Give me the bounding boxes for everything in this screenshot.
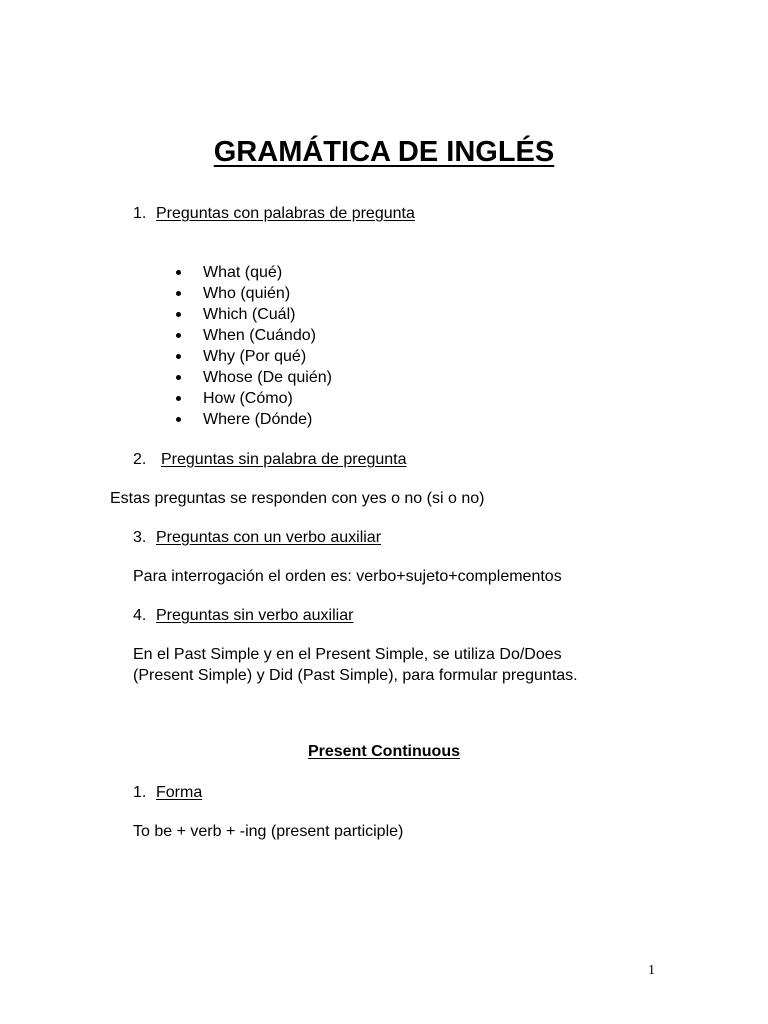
bullet-icon	[176, 333, 181, 338]
section-4-number: 4.	[133, 607, 147, 624]
bullet-icon	[176, 270, 181, 275]
section-1-heading: Preguntas con palabras de pregunta	[156, 205, 415, 222]
section-3-number: 3.	[133, 529, 147, 546]
forma-number: 1.	[133, 784, 147, 801]
yes-no-paragraph: Estas preguntas se responden con yes o no (si o no)	[110, 490, 485, 507]
bullet-icon	[176, 312, 181, 317]
section-2-number: 2.	[133, 451, 147, 468]
bullet-icon	[176, 417, 181, 422]
document-title: GRAMÁTICA DE INGLÉS	[213, 136, 555, 168]
interrogation-order-paragraph: Para interrogación el orden es: verbo+sujeto+complementos	[133, 568, 562, 585]
section-1-number: 1.	[133, 205, 147, 222]
bullet-icon	[176, 291, 181, 296]
page-number: 1	[648, 963, 655, 978]
bullet-icon	[176, 396, 181, 401]
bullet-icon	[176, 354, 181, 359]
present-continuous-heading: Present Continuous	[307, 743, 460, 760]
forma-heading: Forma	[156, 784, 203, 801]
bullet-icon	[176, 375, 181, 380]
section-4-heading: Preguntas sin verbo auxiliar	[156, 607, 354, 624]
section-3-heading: Preguntas con un verbo auxiliar	[156, 529, 382, 546]
formula-text: To be + verb + -ing (present participle)	[133, 823, 404, 840]
do-does-paragraph-line-1: En el Past Simple y en el Present Simple, se utiliza Do/Does	[133, 646, 562, 663]
section-2-heading: Preguntas sin palabra de pregunta	[161, 451, 407, 468]
do-does-paragraph-line-2: (Present Simple) y Did (Past Simple), para formular preguntas.	[133, 667, 578, 684]
